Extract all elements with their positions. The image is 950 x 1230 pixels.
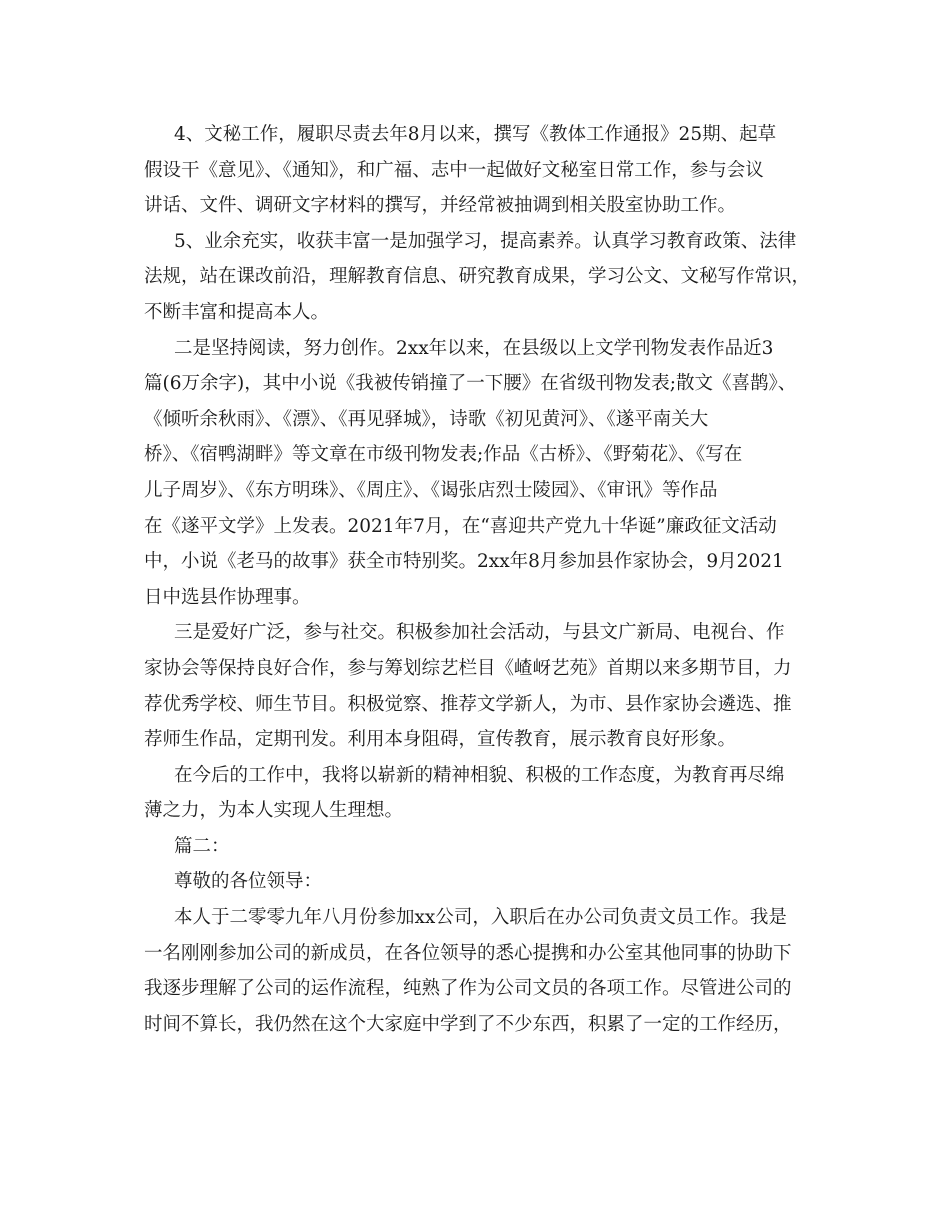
text-line: 在今后的工作中，我将以崭新的精神相貌、积极的工作态度，为教育再尽绵 xyxy=(174,764,785,786)
text-line: 我逐步理解了公司的运作流程，纯熟了作为公司文员的各项工作。尽管进公司的 xyxy=(144,978,792,1000)
text-line: 法规，站在课改前沿，理解教育信息、研究教育成果，学习公文、文秘写作常识， xyxy=(144,266,811,288)
text-line: 薄之力，为本人实现人生理想。 xyxy=(144,800,404,822)
text-line: 二是坚持阅读，努力创作。2xx年以来，在县级以上文学刊物发表作品近3 xyxy=(174,337,774,359)
text-line: 桥》、《宿鸭湖畔》等文章在市级刊物发表;作品《古桥》、《野菊花》、《写在 xyxy=(144,444,743,466)
text-line: 儿子周岁》、《东方明珠》、《周庄》、《谒张店烈士陵园》、《审讯》等作品 xyxy=(144,479,718,501)
text-line: 日中选县作协理事。 xyxy=(144,586,311,608)
text-line: 荐师生作品，定期刊发。利用本身阻碍，宣传教育，展示教育良好形象。 xyxy=(144,729,737,751)
text-line: 家协会等保持良好合作，参与筹划综艺栏目《嵖岈艺苑》首期以来多期节目，力 xyxy=(144,657,792,679)
text-line: 假设干《意见》、《通知》，和广福、志中一起做好文秘室日常工作，参与会议 xyxy=(144,159,764,181)
text-line: 一名刚刚参加公司的新成员，在各位领导的悉心提携和办公室其他同事的协助下 xyxy=(144,942,792,964)
text-line: 本人于二零零九年八月份参加xx公司，入职后在办公司负责文员工作。我是 xyxy=(174,907,787,929)
text-line: 尊敬的各位领导： xyxy=(174,871,323,893)
text-line: 篇(6万余字)，其中小说《我被传销撞了一下腰》在省级刊物发表;散文《喜鹊》、 xyxy=(144,373,797,395)
text-line: 篇二： xyxy=(174,835,230,857)
text-line: 在《遂平文学》上发表。2021年7月，在“喜迎共产党九十华诞”廉政征文活动 xyxy=(144,515,777,537)
document-body xyxy=(144,117,824,1042)
text-line: 不断丰富和提高本人。 xyxy=(144,301,330,323)
text-line: 5、业余充实，收获丰富一是加强学习，提高素养。认真学习教育政策、法律 xyxy=(174,230,797,252)
text-line: 4、文秘工作，履职尽责去年8月以来，撰写《教体工作通报》25期、起草 xyxy=(174,124,777,145)
text-line: 荐优秀学校、师生节目。积极觉察、推荐文学新人，为市、县作家协会遴选、推 xyxy=(144,693,792,715)
text-line: 讲话、文件、调研文字材料的撰写，并经常被抽调到相关股室协助工作。 xyxy=(144,195,737,217)
text-line: 《倾听余秋雨》、《漂》、《再见驿城》，诗歌《初见黄河》、《遂平南关大 xyxy=(144,408,709,430)
text-line: 三是爱好广泛，参与社交。积极参加社会活动，与县文广新局、电视台、作 xyxy=(174,622,785,644)
text-line: 中，小说《老马的故事》获全市特别奖。2xx年8月参加县作家协会，9月2021 xyxy=(144,551,784,573)
text-line: 时间不算长，我仍然在这个大家庭中学到了不少东西，积累了一定的工作经历， xyxy=(144,1013,792,1035)
